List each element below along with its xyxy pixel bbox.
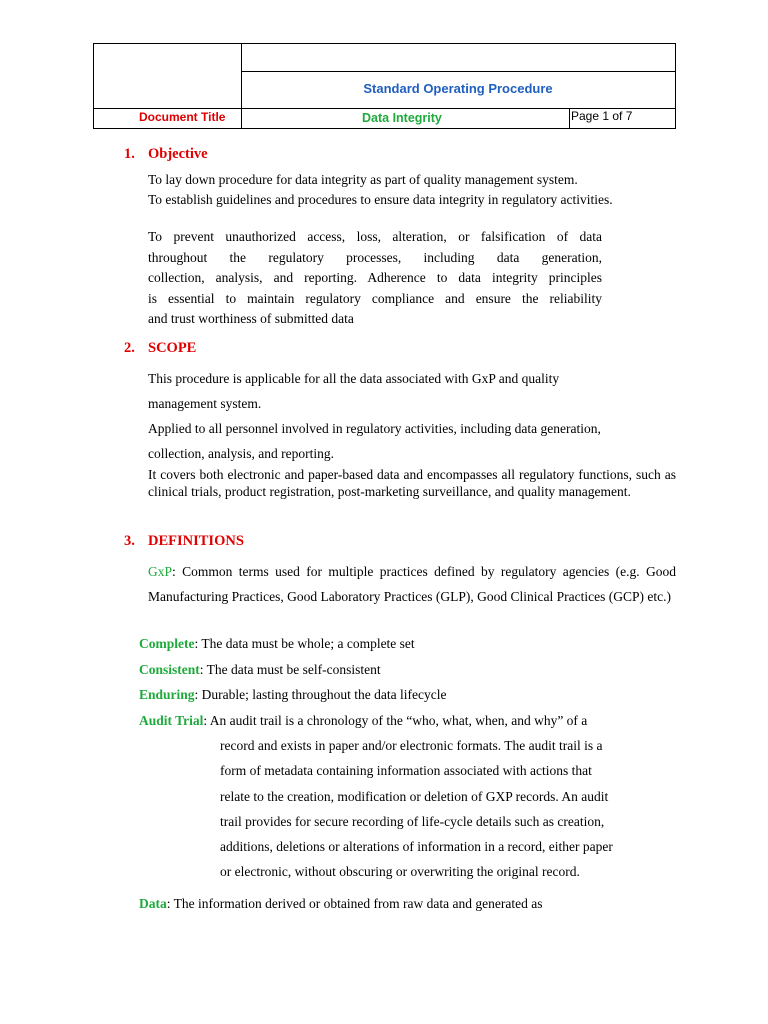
table-divider [241, 71, 675, 72]
text-line: relate to the creation, modification or deletion of GXP records. An audit [220, 788, 609, 804]
definition-term: Consistent [139, 662, 200, 677]
definition-data [139, 895, 676, 912]
definition-term: Data [139, 896, 167, 911]
definition-term: GxP [148, 564, 173, 579]
definition-text: : The data must be self-consistent [199, 662, 381, 677]
definition-consistent [139, 661, 676, 678]
document-title-value: Data Integrity [362, 111, 442, 125]
definition-term: Complete [139, 636, 195, 651]
scope-paragraph-3: It covers both electronic and paper-based data and encompasses all regulatory functions, such as clinical trials, product registration, post-marketing surveillance, and quality management. [148, 467, 676, 499]
definition-enduring [139, 686, 676, 703]
definition-text: : The information derived or obtained from raw data and generated as [166, 896, 543, 911]
scope-paragraph-1 [148, 366, 676, 416]
objective-paragraph-3 [148, 227, 602, 330]
text-line: is essential to maintain regulatory compliance and ensure the reliability [148, 290, 602, 306]
definition-text: : An audit trail is a chronology of the “who, what, when, and why” of a [203, 713, 588, 728]
document-title-label: Document Title [139, 110, 226, 124]
definition-audit-trail [139, 712, 676, 729]
section-heading-scope [124, 340, 196, 357]
definition-term: Enduring [139, 687, 195, 702]
section-title: Objective [148, 146, 208, 162]
section-number: 1. [124, 146, 135, 162]
section-number: 2. [124, 340, 135, 356]
definition-complete [139, 635, 676, 652]
table-divider [569, 108, 570, 128]
definition-text: : Common terms used for multiple practices defined by regulatory agencies (e.g. Good Manufacturing Practices, Good Laboratory Practices (GLP), Good Clinical Practices (GCP) etc.) [148, 564, 676, 605]
sop-title: Standard Operating Procedure [363, 81, 553, 96]
text-line: or electronic, without obscuring or overwriting the original record. [220, 864, 580, 880]
definition-term: Audit Trial [139, 713, 204, 728]
section-number: 3. [124, 533, 135, 549]
audit-trail-continuation [220, 733, 672, 885]
text-line: trail provides for secure recording of life-cycle details such as creation, [220, 813, 605, 829]
text-line: collection, analysis, and reporting. [148, 446, 334, 461]
page-number: Page 1 of 7 [571, 109, 633, 123]
text-line: management system. [148, 396, 262, 411]
document-header-table [93, 43, 676, 129]
section-heading-objective [124, 146, 208, 163]
text-line: To prevent unauthorized access, loss, alteration, or falsification of data [148, 229, 602, 244]
definition-text: : The data must be whole; a complete set [194, 636, 415, 651]
text-line: collection, analysis, and reporting. Adherence to data integrity principles [148, 270, 602, 285]
text-line: additions, deletions or alterations of information in a record, either paper [220, 839, 613, 855]
section-title: DEFINITIONS [148, 533, 244, 549]
text-line: This procedure is applicable for all the data associated with GxP and quality [148, 371, 560, 386]
objective-paragraph-1: To lay down procedure for data integrity as part of quality management system. [148, 172, 578, 187]
text-line: and trust worthiness of submitted data [148, 311, 354, 326]
scope-paragraph-2 [148, 416, 676, 466]
section-heading-definitions [124, 533, 244, 550]
section-title: SCOPE [148, 340, 197, 356]
text-line: record and exists in paper and/or electronic formats. The audit trail is a [220, 738, 603, 753]
definition-gxp [148, 559, 676, 610]
definition-text: : Durable; lasting throughout the data lifecycle [194, 687, 447, 702]
objective-paragraph-2: To establish guidelines and procedures to ensure data integrity in regulatory activities. [148, 192, 613, 207]
text-line: Applied to all personnel involved in regulatory activities, including data generation, [148, 421, 601, 436]
text-line: form of metadata containing information associated with actions that [220, 763, 592, 779]
text-line: throughout the regulatory processes, including data generation, [148, 249, 602, 265]
